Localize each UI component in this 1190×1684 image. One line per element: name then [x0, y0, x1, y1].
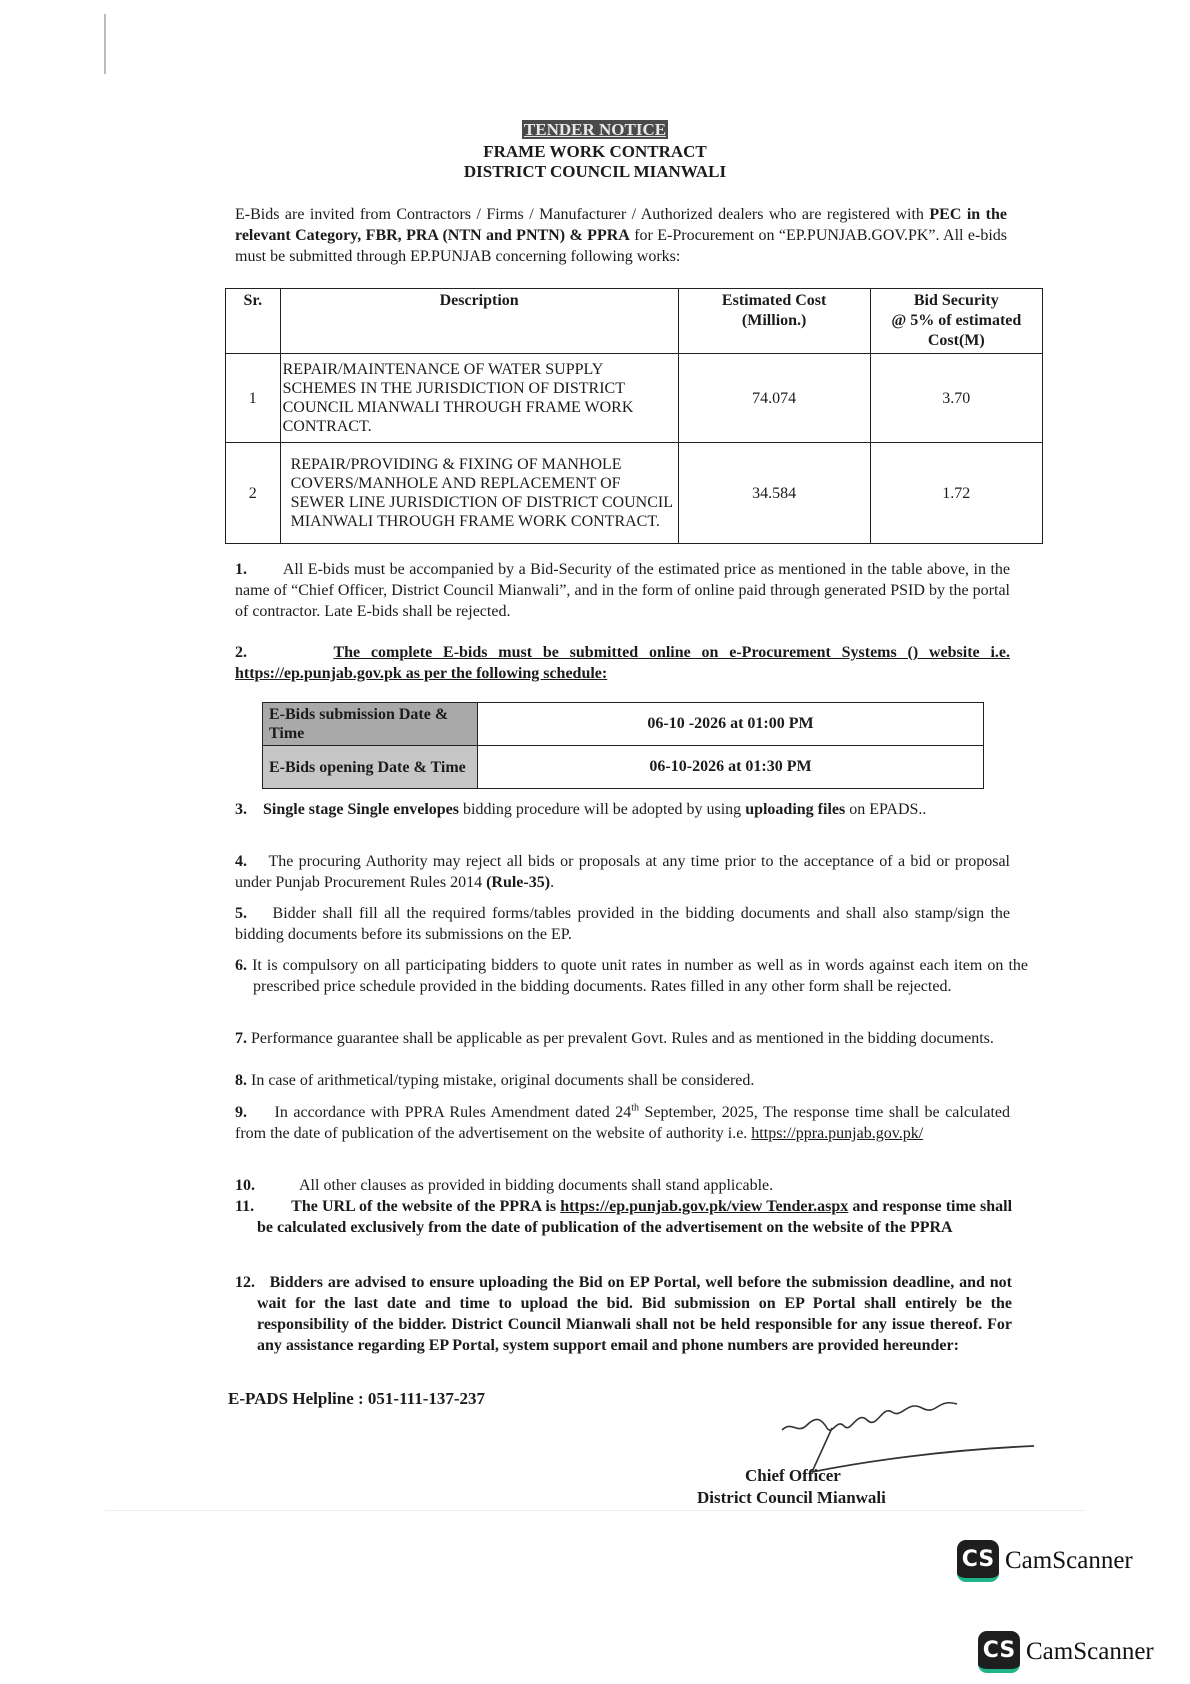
clause-3: 3. Single stage Single envelopes bidding procedure will be adopted by using uploading files on EPADS.. [235, 801, 927, 818]
signatory-org: District Council Mianwali [697, 1488, 886, 1507]
row-sr: 2 [226, 443, 281, 544]
table-row [226, 443, 1043, 544]
row-security: 3.70 [870, 354, 1042, 443]
clause-12: 12. Bidders are advised to ensure uploading the Bid on EP Portal, well before the submission deadline, and not wait for the last date and time to upload the bid. Bid submission on EP Portal shall entirely be the responsibility of the bidder. District Council Mianwali shall not be held responsible for any issue thereof. For any assistance regarding EP Portal, system support email and phone numbers are provided hereunder: [235, 1274, 1013, 1354]
clause-9: 9. In accordance with PPRA Rules Amendment dated 24th September, 2025, The response time shall be calculated from the date of publication of the advertisement on the website of authority i.e. https://ppra.punjab.gov.pk/ [235, 1102, 1011, 1142]
clause-8: 8. In case of arithmetical/typing mistake, original documents shall be considered. [235, 1072, 755, 1089]
row-sr: 1 [226, 354, 281, 443]
camscanner-text: CamScanner [1026, 1638, 1154, 1665]
contract-title: FRAME WORK CONTRACT [483, 142, 707, 161]
clause-6: 6. It is compulsory on all participating bidders to quote unit rates in number as well as in words against each item on the prescribed price schedule provided in the bidding documents. Rates filled in any other form shall be rejected. [235, 957, 1029, 995]
clause-5: 5. Bidder shall fill all the required forms/tables provided in the bidding documents and shall also stamp/sign the bidding documents before its submissions on the EP. [235, 905, 1010, 943]
camscanner-watermark [978, 1631, 1154, 1673]
clause-1: 1. All E-bids must be accompanied by a Bid-Security of the estimated price as mentioned in the table above, in the name of “Chief Officer, District Council Mianwali”, and in the form of online paid through generated PSID by the portal of contractor. Late E-bids shall be rejected. [235, 561, 1011, 620]
clause-10: 10. All other clauses as provided in bidding documents shall stand applicable. [235, 1177, 774, 1194]
row-cost: 34.584 [678, 443, 870, 544]
works-table [225, 288, 1043, 544]
clause-11: 11. The URL of the website of the PPRA is https://ep.punjab.gov.pk/view Tender.aspx and response time shall be calculated exclusively from the date of publication of the advertisement on the website of the PPRA [235, 1198, 1013, 1236]
table-header-row [226, 289, 1043, 354]
scan-edge-mark [104, 14, 106, 74]
schedule-label: E-Bids opening Date & Time [263, 746, 478, 789]
helpline: E-PADS Helpline : 051-111-137-237 [228, 1389, 486, 1408]
schedule-table [262, 702, 984, 789]
table-row [226, 354, 1043, 443]
notice-title: TENDER NOTICE [523, 120, 667, 139]
clause-2: 2. The complete E-bids must be submitted online on e-Procurement Systems () website i.e. https://ep.punjab.gov.pk as per the following schedule: [235, 644, 1011, 682]
camscanner-watermark [957, 1540, 1133, 1582]
clause-4: 4. The procuring Authority may reject all bids or proposals at any time prior to the acceptance of a bid or proposal under Punjab Procurement Rules 2014 (Rule-35). [235, 853, 1011, 891]
header-estimated-cost: Estimated Cost (Million.) [678, 289, 870, 354]
header-sr: Sr. [226, 289, 281, 354]
ppra-link[interactable]: https://ppra.punjab.gov.pk/ [751, 1125, 924, 1142]
council-title: DISTRICT COUNCIL MIANWALI [463, 162, 727, 181]
schedule-row [263, 746, 984, 789]
header-description: Description [280, 289, 678, 354]
ep-portal-link[interactable]: https://ep.punjab.gov.pk/view Tender.aspx [560, 1198, 849, 1215]
schedule-value: 06-10 -2026 at 01:00 PM [478, 703, 984, 746]
schedule-value: 06-10-2026 at 01:30 PM [478, 746, 984, 789]
camscanner-logo-icon: CS [978, 1631, 1020, 1673]
intro-paragraph: E-Bids are invited from Contractors / Firms / Manufacturer / Authorized dealers who are registered with PEC in the relevant Category, FBR, PRA (NTN and PNTN) & PPRA for E-Procurement on “EP.PUNJAB.GOV.PK”. All e-bids must be submitted through EP.PUNJAB concerning following works: [235, 206, 1007, 265]
schedule-label: E-Bids submission Date & Time [263, 703, 478, 746]
signatory-title: Chief Officer [745, 1466, 841, 1485]
camscanner-logo-icon: CS [957, 1540, 999, 1582]
header-bid-security: Bid Security @ 5% of estimated Cost(M) [870, 289, 1042, 354]
clause-7: 7. Performance guarantee shall be applicable as per prevalent Govt. Rules and as mentioned in the bidding documents. [235, 1030, 994, 1047]
row-description: REPAIR/MAINTENANCE OF WATER SUPPLY SCHEMES IN THE JURISDICTION OF DISTRICT COUNCIL MIANWALI THROUGH FRAME WORK CONTRACT. [280, 354, 678, 443]
row-description: REPAIR/PROVIDING & FIXING OF MANHOLE COVERS/MANHOLE AND REPLACEMENT OF SEWER LINE JURISDICTION OF DISTRICT COUNCIL MIANWALI THROUGH FRAME WORK CONTRACT. [280, 443, 678, 544]
page-edge [105, 1510, 1085, 1511]
camscanner-text: CamScanner [1005, 1547, 1133, 1574]
row-security: 1.72 [870, 443, 1042, 544]
schedule-row [263, 703, 984, 746]
row-cost: 74.074 [678, 354, 870, 443]
